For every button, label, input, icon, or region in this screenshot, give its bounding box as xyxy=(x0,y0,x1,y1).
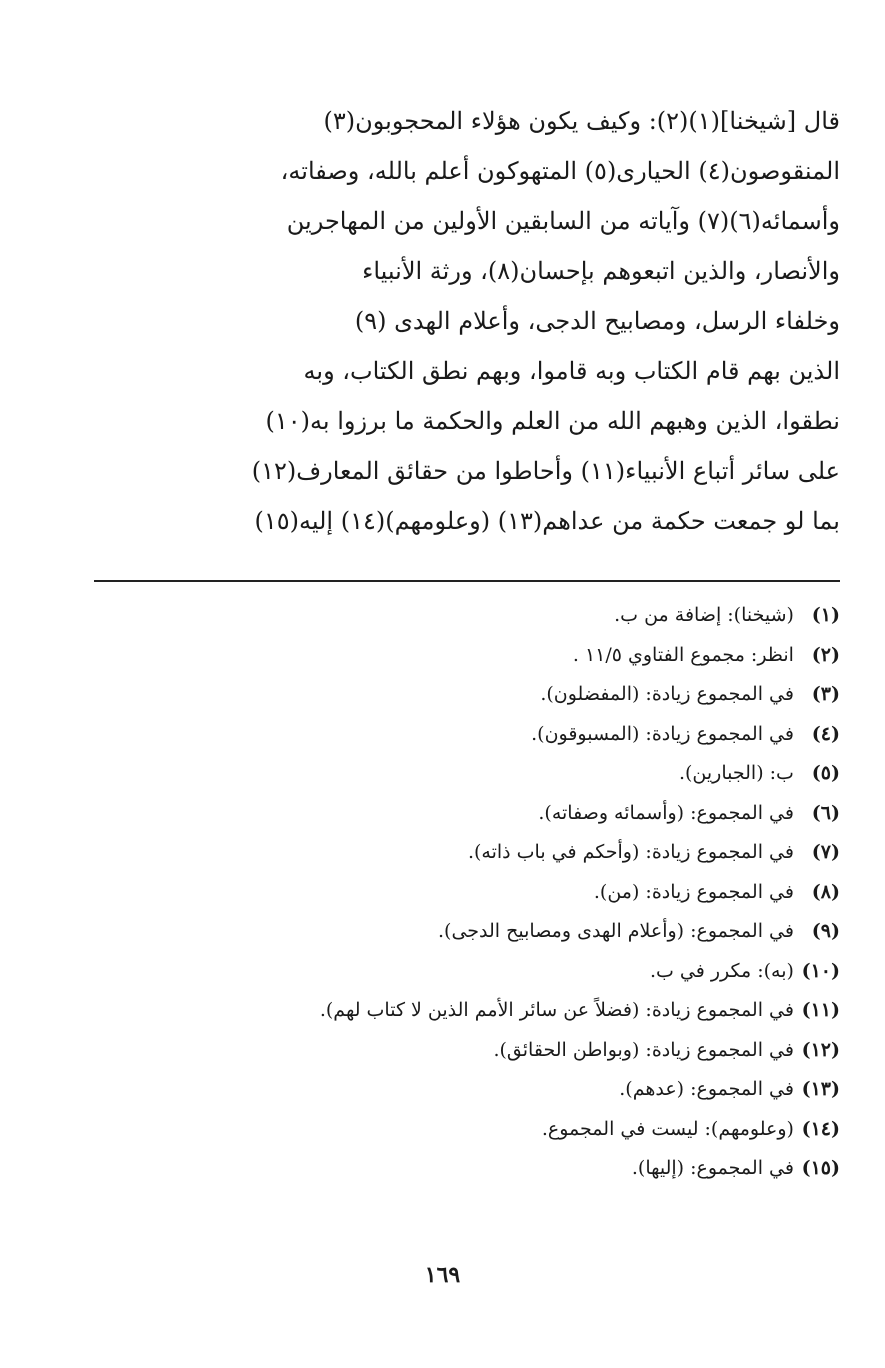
main-text-line: وخلفاء الرسل، ومصابيح الدجى، وأعلام الهدى (٩) xyxy=(354,307,840,335)
footnote-item xyxy=(94,1110,840,1150)
footnote-item xyxy=(94,1031,840,1071)
footnote-text: في المجموع زيادة: (وبواطن الحقائق). xyxy=(493,1038,794,1061)
footnote-text: (به): مكرر في ب. xyxy=(649,959,794,982)
main-text-block xyxy=(240,96,840,546)
main-text-line: على سائر أتباع الأنبياء(١١) وأحاطوا من حقائق المعارف(١٢) xyxy=(251,457,840,485)
footnote-item xyxy=(94,1070,840,1110)
footnote-text: في المجموع زيادة: (فضلاً عن سائر الأمم الذين لا كتاب لهم). xyxy=(319,999,794,1021)
footnote-item xyxy=(94,596,840,636)
footnote-number: (١) xyxy=(811,604,840,626)
footnote-number: (١٣) xyxy=(801,1078,840,1100)
footnote-number: (٦) xyxy=(811,801,840,824)
main-text-line: والأنصار، والذين اتبعوهم بإحسان(٨)، ورثة الأنبياء xyxy=(362,257,840,285)
footnote-number: (١٢) xyxy=(801,1038,840,1061)
footnote-text: في المجموع زيادة: (المفضلون). xyxy=(540,683,794,705)
page-number: ١٦٩ xyxy=(424,1262,461,1288)
footnote-number: (٧) xyxy=(811,841,840,863)
footnote-item xyxy=(94,873,840,913)
footnote-number: (٩) xyxy=(811,920,840,942)
footnote-item xyxy=(94,754,840,794)
main-text-line: المنقوصون(٤) الحيارى(٥) المتهوكون أعلم بالله، وصفاته، xyxy=(280,157,840,185)
footnote-divider xyxy=(94,580,840,582)
footnote-text: انظر: مجموع الفتاوي ١١/٥ . xyxy=(572,643,794,666)
footnote-text: (وعلومهم): ليست في المجموع. xyxy=(541,1117,794,1140)
main-text-line: الذين بهم قام الكتاب وبه قاموا، وبهم نطق الكتاب، وبه xyxy=(303,357,840,385)
footnote-item xyxy=(94,794,840,834)
footnote-item xyxy=(94,636,840,676)
footnote-item xyxy=(94,912,840,952)
footnote-text: في المجموع: (إليها). xyxy=(631,1157,794,1179)
footnote-number: (١٠) xyxy=(801,959,840,982)
footnote-text: في المجموع: (وأسمائه وصفاته). xyxy=(538,801,794,824)
footnote-number: (٢) xyxy=(811,643,840,666)
footnote-text: في المجموع زيادة: (من). xyxy=(593,880,794,903)
footnote-item xyxy=(94,833,840,873)
main-text-line: وأسمائه(٦)(٧) وآياته من السابقين الأولين من المهاجرين xyxy=(286,207,840,235)
footnote-number: (١١) xyxy=(801,999,840,1021)
footnote-text: في المجموع زيادة: (وأحكم في باب ذاته). xyxy=(467,841,794,863)
main-text-line: نطقوا، الذين وهبهم الله من العلم والحكمة ما برزوا به(١٠) xyxy=(265,407,840,435)
footnote-number: (٣) xyxy=(811,683,840,705)
main-text-line: قال [شيخنا](١)(٢): وكيف يكون هؤلاء المحجوبون(٣) xyxy=(323,107,840,135)
footnote-item xyxy=(94,715,840,755)
footnote-item xyxy=(94,675,840,715)
footnote-number: (١٤) xyxy=(801,1117,840,1140)
footnote-number: (٤) xyxy=(811,722,840,745)
footnote-number: (١٥) xyxy=(801,1157,840,1179)
footnote-text: في المجموع: (عدهم). xyxy=(619,1078,794,1100)
main-text-line: بما لو جمعت حكمة من عداهم(١٣) (وعلومهم)(١٤) إليه(١٥) xyxy=(254,507,840,535)
footnote-item xyxy=(94,991,840,1031)
footnote-item xyxy=(94,952,840,992)
footnote-text: (شيخنا): إضافة من ب. xyxy=(614,604,794,626)
footnote-text: في المجموع: (وأعلام الهدى ومصابيح الدجى). xyxy=(438,920,794,942)
footnote-text: ب: (الجبارين). xyxy=(678,762,794,784)
footnote-item xyxy=(94,1149,840,1189)
footnote-text: في المجموع زيادة: (المسبوقون). xyxy=(531,722,794,745)
footnote-number: (٨) xyxy=(811,880,840,903)
footnotes-block xyxy=(94,596,840,1189)
footnote-number: (٥) xyxy=(811,762,840,784)
